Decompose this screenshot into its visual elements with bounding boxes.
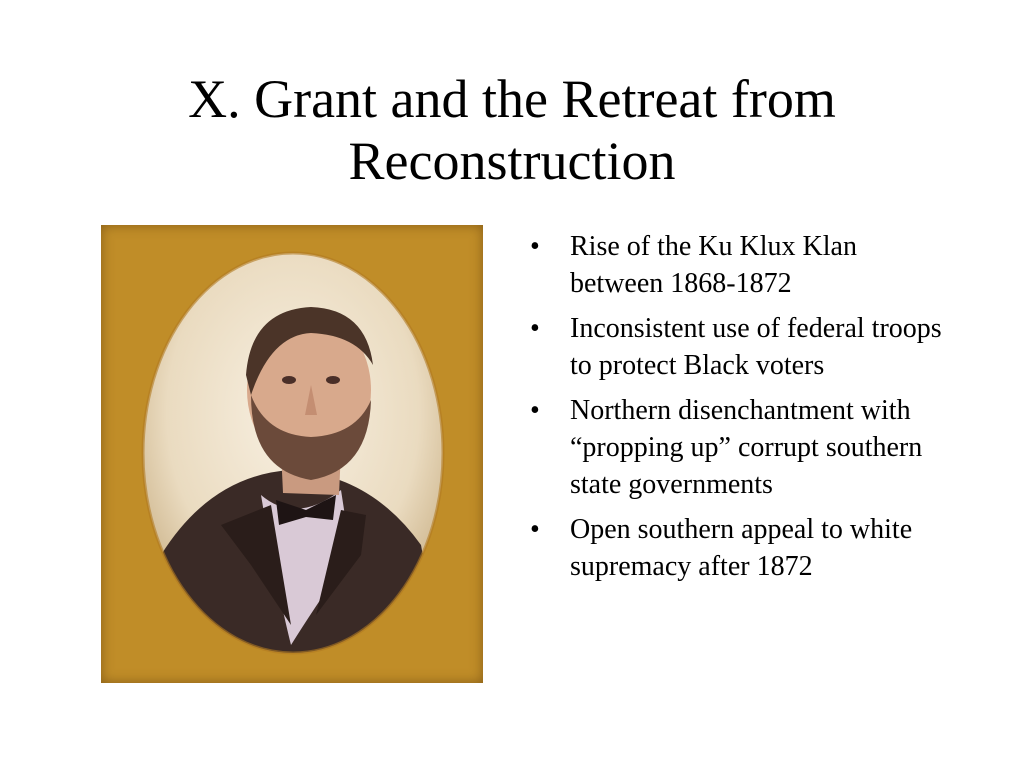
bullet-icon: • bbox=[530, 313, 540, 344]
bullet-item bbox=[530, 392, 950, 503]
bullet-list bbox=[530, 228, 950, 593]
eye-left bbox=[282, 376, 296, 384]
eye-right bbox=[326, 376, 340, 384]
bullet-text: Rise of the Ku Klux Klan between 1868-1872 bbox=[570, 231, 857, 299]
bullet-item bbox=[530, 228, 950, 302]
bullet-icon: • bbox=[530, 395, 540, 426]
portrait-illustration bbox=[101, 225, 483, 683]
bullet-icon: • bbox=[530, 231, 540, 262]
bullet-text: Northern disenchantment with “propping up” corrupt southern state governments bbox=[570, 395, 923, 500]
portrait-image bbox=[101, 225, 483, 683]
bullet-item bbox=[530, 310, 950, 384]
bullet-icon: • bbox=[530, 514, 540, 545]
bullet-text: Open southern appeal to white supremacy after 1872 bbox=[570, 514, 913, 582]
slide-title: X. Grant and the Retreat from Reconstruction bbox=[188, 69, 836, 191]
bullet-item bbox=[530, 511, 950, 585]
bullet-text: Inconsistent use of federal troops to protect Black voters bbox=[570, 313, 942, 381]
